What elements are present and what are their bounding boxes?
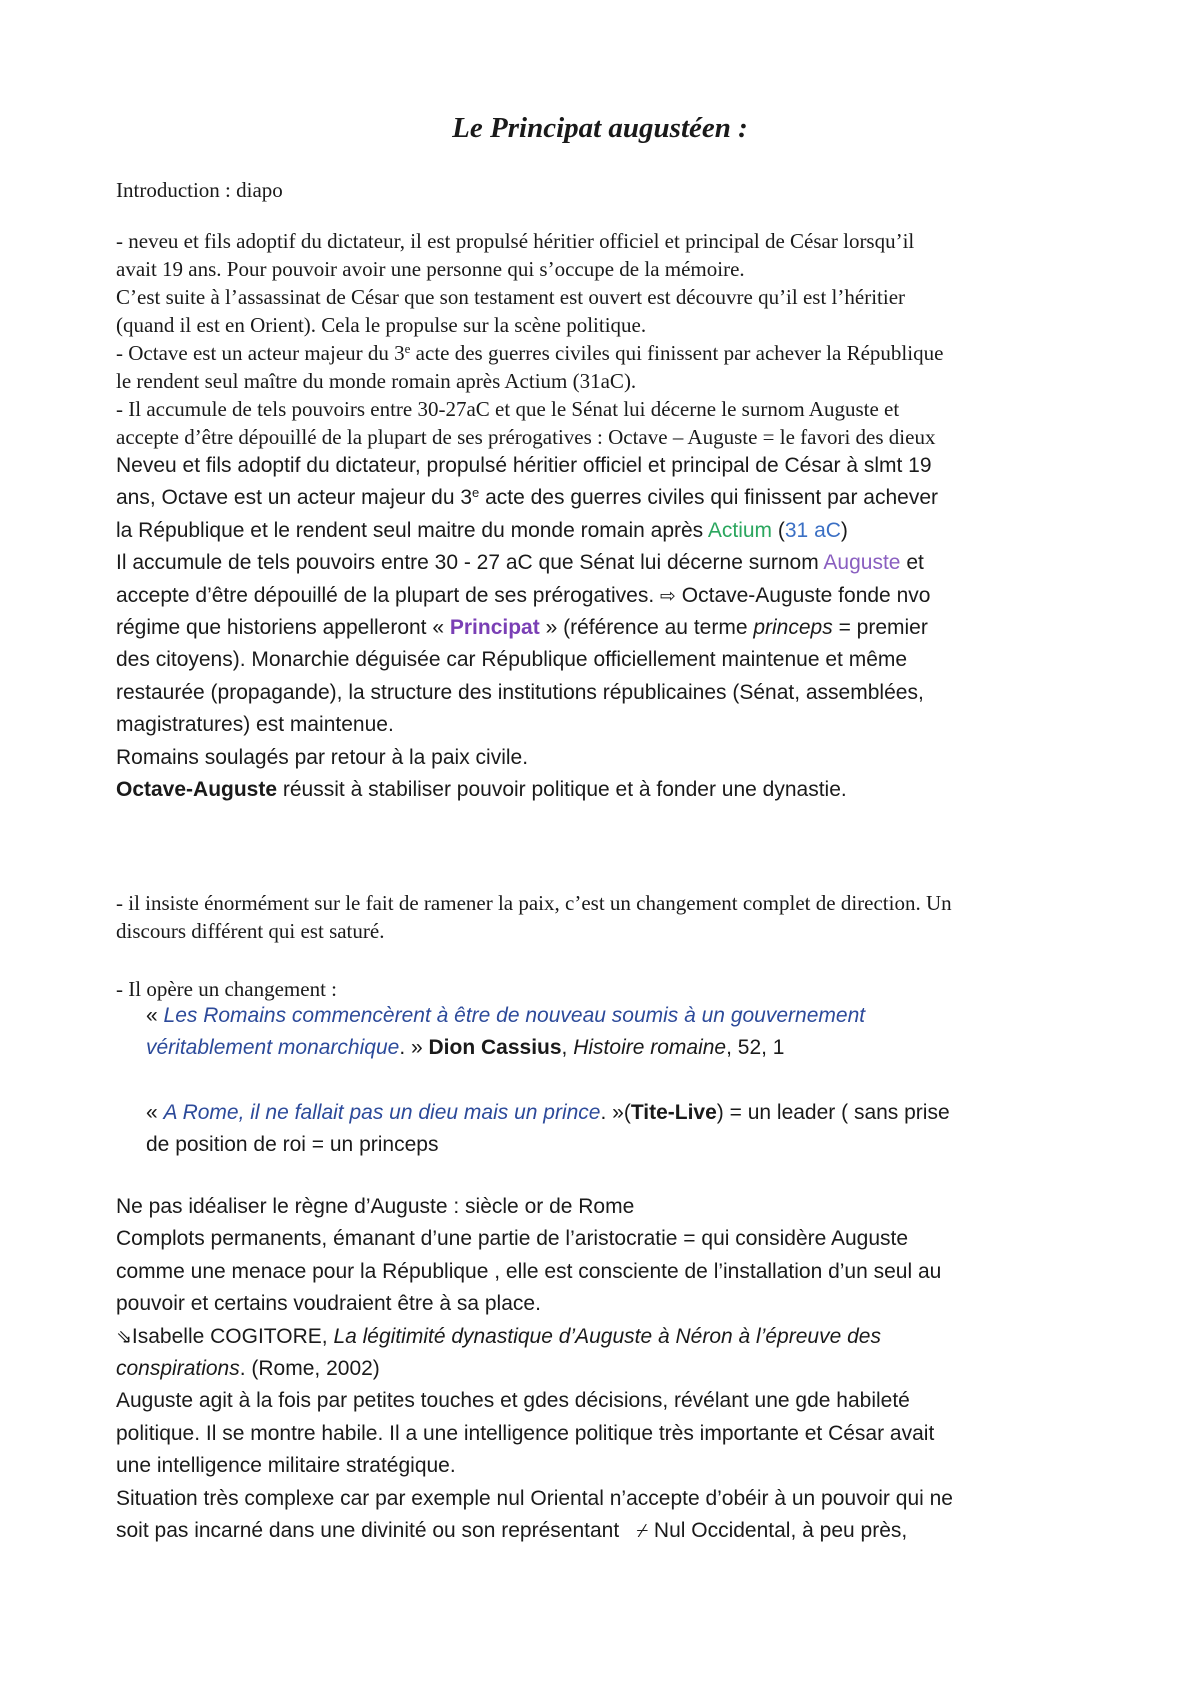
peace-line: discours différent qui est saturé. bbox=[116, 919, 385, 943]
arrow-right-icon: ⇨ bbox=[660, 584, 676, 607]
summary-line: Romains soulagés par retour à la paix civile. bbox=[116, 745, 529, 769]
summary-paragraph bbox=[116, 450, 1106, 806]
final-line: politique. Il se montre habile. Il a une intelligence politique très importante et César avait bbox=[116, 1421, 935, 1445]
final-line: Complots permanents, émanant d’une partie de l’aristocratie = qui considère Auguste bbox=[116, 1227, 909, 1251]
intro-text-line: (quand il est en Orient). Cela le propulse sur la scène politique. bbox=[116, 313, 647, 337]
auguste-term: Auguste bbox=[823, 551, 901, 575]
final-line: soit pas incarné dans une divinité ou son représentant ⌿ Nul Occidental, à peu près, bbox=[116, 1515, 1106, 1547]
final-line: conspirations. (Rome, 2002) bbox=[116, 1357, 380, 1381]
summary-line: magistratures) est maintenue. bbox=[116, 713, 394, 737]
quote-line: « A Rome, il ne fallait pas un dieu mais un prince. »(Tite-Live) = un leader ( sans prise bbox=[146, 1101, 950, 1124]
final-line: une intelligence militaire stratégique. bbox=[116, 1454, 456, 1478]
final-line: pouvoir et certains voudraient être à sa place. bbox=[116, 1292, 541, 1316]
intro-text-line: - Octave est un acteur majeur du 3e acte des guerres civiles qui finissent par achever la République bbox=[116, 341, 944, 365]
princeps-term: princeps bbox=[753, 616, 833, 640]
final-line: comme une menace pour la République , elle est consciente de l’installation d’un seul au bbox=[116, 1259, 942, 1283]
introduction-line bbox=[116, 176, 1106, 204]
page-title: Le Principat augustéen : bbox=[452, 112, 748, 144]
summary-line: Il accumule de tels pouvoirs entre 30 - 27 aC que Sénat lui décerne surnom Auguste et bbox=[116, 551, 924, 575]
change-label: - Il opère un changement : bbox=[116, 977, 337, 1001]
quote-line: de position de roi = un princeps bbox=[146, 1133, 439, 1157]
intro-text-line: - Il accumule de tels pouvoirs entre 30-27aC et que le Sénat lui décerne le surnom Auguste et bbox=[116, 397, 900, 421]
quote-author: Dion Cassius bbox=[428, 1036, 562, 1060]
summary-line: des citoyens). Monarchie déguisée car République officiellement maintenue et même bbox=[116, 648, 908, 672]
intro-text-line: accepte d’être dépouillé de la plupart de ses prérogatives : Octave – Auguste = le favori des dieux bbox=[116, 425, 936, 449]
summary-line: Neveu et fils adoptif du dictateur, propulsé héritier officiel et principal de César à slmt 19 bbox=[116, 454, 932, 477]
final-line: ⇘Isabelle COGITORE, La légitimité dynastique d’Auguste à Néron à l’épreuve des bbox=[116, 1321, 1106, 1353]
quote-line: véritablement monarchique. » Dion Cassius, Histoire romaine, 52, 1 bbox=[146, 1036, 785, 1060]
final-line: Auguste agit à la fois par petites touches et gdes décisions, révélant une gde habileté bbox=[116, 1389, 910, 1413]
peace-paragraph bbox=[116, 889, 1106, 945]
quote-author: Tite-Live bbox=[630, 1101, 717, 1124]
arrow-down-right-icon: ⇘ bbox=[116, 1325, 132, 1348]
intro-text-line: le rendent seul maître du monde romain après Actium (31aC). bbox=[116, 369, 637, 393]
summary-line: Octave-Auguste réussit à stabiliser pouvoir politique et à fonder une dynastie. bbox=[116, 778, 847, 802]
principat-term: Principat bbox=[449, 616, 540, 640]
actium-link: Actium bbox=[707, 518, 773, 542]
slash-arrow-icon: ⌿ bbox=[636, 1520, 649, 1543]
summary-line: accepte d’être dépouillé de la plupart de ses prérogatives. ⇨ Octave-Auguste fonde nvo bbox=[116, 580, 1106, 612]
intro-text-line: avait 19 ans. Pour pouvoir avoir une personne qui s’occupe de la mémoire. bbox=[116, 257, 745, 281]
change-heading bbox=[116, 975, 1106, 1003]
quote-tite-live bbox=[146, 1097, 1106, 1162]
actium-date: 31 aC bbox=[784, 518, 841, 542]
intro-label: Introduction : diapo bbox=[116, 178, 283, 202]
final-line: Situation très complexe car par exemple nul Oriental n’accepte d’obéir à un pouvoir qui ne bbox=[116, 1486, 953, 1510]
summary-line: régime que historiens appelleront « Principat » (référence au terme princeps = premier bbox=[116, 616, 928, 640]
summary-line: restaurée (propagande), la structure des institutions républicaines (Sénat, assemblées, bbox=[116, 680, 924, 704]
intro-paragraph bbox=[116, 227, 1106, 451]
quote-dion-cassius bbox=[146, 1000, 1106, 1065]
quote-line: « Les Romains commencèrent à être de nouveau soumis à un gouvernement bbox=[146, 1004, 866, 1027]
summary-line: la République et le rendent seul maitre du monde romain après Actium (31 aC) bbox=[116, 518, 848, 542]
summary-line: ans, Octave est un acteur majeur du 3e acte des guerres civiles qui finissent par achever bbox=[116, 485, 938, 510]
final-paragraph bbox=[116, 1191, 1106, 1547]
peace-line: - il insiste énormément sur le fait de ramener la paix, c’est un changement complet de direction. Un bbox=[116, 891, 952, 915]
quote-work: Histoire romaine bbox=[573, 1036, 727, 1060]
final-line: Ne pas idéaliser le règne d’Auguste : siècle or de Rome bbox=[116, 1195, 635, 1218]
intro-text-line: C’est suite à l’assassinat de César que son testament est ouvert est découvre qu’il est l’héritier bbox=[116, 285, 906, 309]
intro-text-line: - neveu et fils adoptif du dictateur, il est propulsé héritier officiel et principal de César lorsqu’il bbox=[116, 229, 915, 253]
